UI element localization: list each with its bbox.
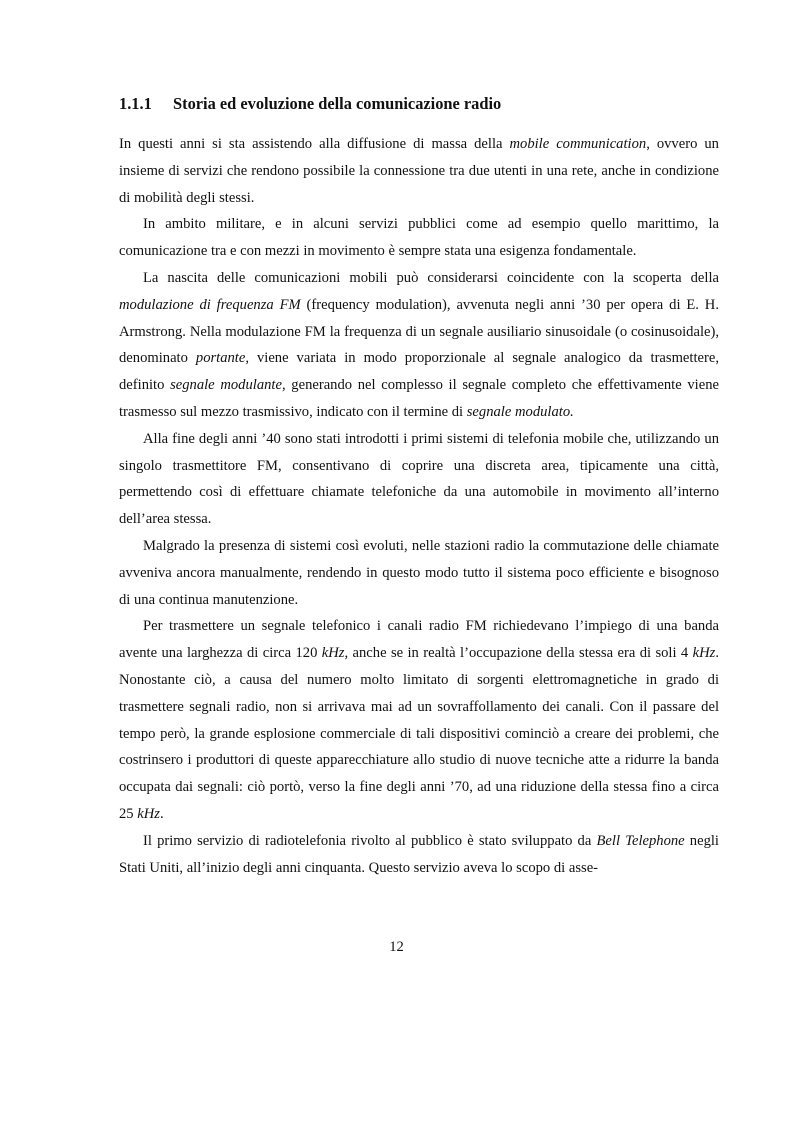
paragraph-4: [119, 426, 719, 533]
paragraph-6: [119, 613, 719, 827]
paragraph-2: [119, 211, 719, 265]
paragraph-1: [119, 131, 719, 211]
text-run: La nascita delle comunicazioni mobili può considerarsi coincidente con la scoperta della: [143, 269, 719, 286]
emphasis-mobile-communication: mobile communication: [509, 136, 647, 152]
text-run: Alla fine degli anni ’40 sono stati introdotti i primi sistemi di telefonia mobile che, utilizzando un singolo trasmettitore FM, consentivano di coprire una discreta area, tipicamente una città, permettendo così di effettuare chiamate telefoniche da una automobile in movimento all’interno dell’area stessa.: [119, 430, 719, 528]
text-run: , ovvero un insieme di servizi che rendono possibile la connessione tra due utenti in una rete, anche in condizione di mobilità degli stessi.: [119, 136, 719, 206]
emphasis-unit-khz: kHz: [321, 645, 345, 662]
text-run: viene variata in modo proporzionale al segnale analogico da trasmettere, definito: [119, 350, 719, 394]
emphasis-portante: portante,: [195, 350, 249, 367]
text-run: Il primo servizio di radiotelefonia rivolto al pubblico è stato sviluppato da: [143, 832, 597, 849]
text-run: Malgrado la presenza di sistemi così evoluti, nelle stazioni radio la commutazione delle chiamate avveniva ancora manualmente, rendendo in questo modo tutto il sistema poco efficiente e bisognoso di una continua manutenzione.: [119, 537, 719, 608]
text-run: In questi anni si sta assistendo alla diffusione di massa della: [119, 136, 510, 152]
text-run: , anche se in realtà l’occupazione della stessa era di soli 4: [344, 645, 693, 662]
text-run: (frequency modulation), avvenuta negli anni ’30 per opera di E. H. Armstrong. Nella modulazione FM la frequenza di un segnale ausiliario sinusoidale (o cosinusoidale), denominato: [119, 296, 719, 367]
text-run: generando nel complesso il segnale completo che effettivamente viene trasmesso sul mezzo trasmissivo, indicato con il termine di: [119, 377, 719, 420]
text-run: . Nonostante ciò, a causa del numero molto limitato di sorgenti elettromagnetiche in grado di trasmettere segnali radio, non si arrivava mai ad un sovraffollamento dei canali. Con il passare del tempo però, la grande esplosione commerciale di tali dispositivi cominciò a creare dei problemi, che costrinsero i produttori di queste apparecchiature allo studio di nuove tecniche atte a ridurre la banda occupata dai segnali: ciò portò, verso la fine degli anni ’70, ad una riduzione della stessa fino a circa 25: [119, 645, 719, 822]
text-run: .: [159, 805, 164, 822]
emphasis-bell-telephone: Bell Telephone: [596, 832, 685, 849]
body-text: [119, 131, 719, 881]
text-run: In ambito militare, e in alcuni servizi pubblici come ad esempio quello marittimo, la comunicazione tra e con mezzi in movimento è sempre stata una esigenza fondamentale.: [119, 216, 719, 260]
section-heading: [119, 94, 719, 114]
emphasis-segnale-modulante: segnale modulante,: [170, 377, 286, 394]
page-number: 12: [389, 939, 404, 955]
emphasis-unit-khz: kHz: [137, 805, 160, 822]
paragraph-5: [119, 533, 719, 613]
emphasis-fm: modulazione di frequenza FM: [119, 296, 301, 313]
emphasis-segnale-modulato: segnale modulato.: [466, 403, 574, 420]
paragraph-3: [119, 265, 719, 426]
emphasis-unit-khz: kHz: [692, 645, 716, 662]
section-number: 1.1.1: [119, 94, 152, 113]
text-run: Per trasmettere un segnale telefonico i canali radio FM richiedevano l’impiego di una banda avente una larghezza di circa 120: [119, 618, 719, 662]
paragraph-7: [119, 828, 719, 882]
section-title: Storia ed evoluzione della comunicazione radio: [173, 94, 502, 113]
text-run: negli Stati Uniti, all’inizio degli anni cinquanta. Questo servizio aveva lo scopo di asse-: [119, 832, 719, 876]
